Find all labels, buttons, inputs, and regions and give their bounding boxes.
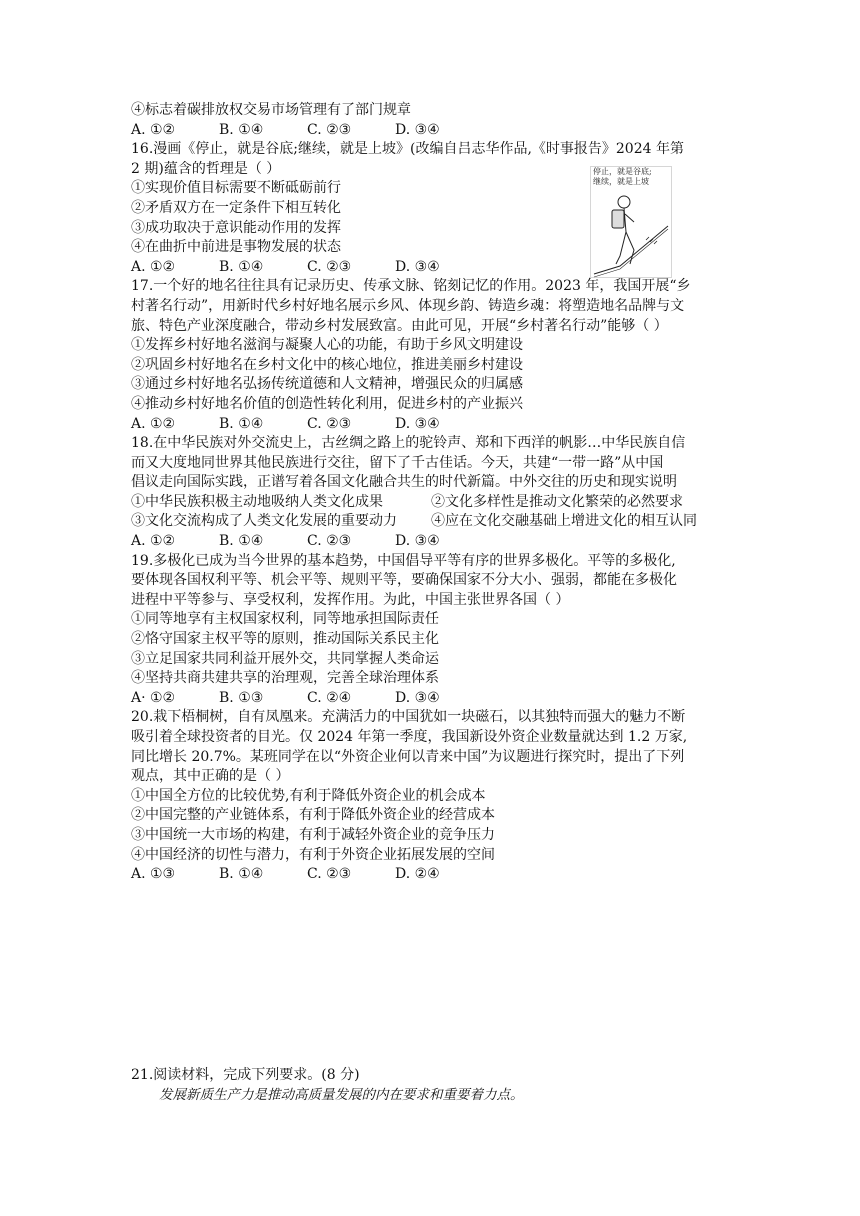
q20-item-2: ②中国完整的产业链体系，有利于降低外资企业的经营成本 bbox=[131, 807, 495, 824]
q18-option-c[interactable]: C. ②③ bbox=[307, 533, 352, 550]
q20-item-4: ④中国经济的切性与潜力，有利于外资企业拓展发展的空间 bbox=[131, 846, 495, 863]
q19-stem-line-2: 要体现各国权利平等、机会平等、规则平等，要确保国家不分大小、强弱，都能在多极化 bbox=[131, 572, 677, 589]
q20-stem-line-3: 同比增长 20.7%。某班同学在以“外资企业何以青来中国”为议题进行探究时，提出了下列 bbox=[131, 748, 685, 765]
q19-item-4: ④坚持共商共建共享的治理观，完善全球治理体系 bbox=[131, 670, 439, 687]
q20-option-c[interactable]: C. ②③ bbox=[307, 866, 352, 883]
q19-option-a[interactable]: A· ①② bbox=[131, 689, 176, 706]
q20-item-3: ③中国统一大市场的构建，有利于减轻外资企业的竞争压力 bbox=[131, 826, 495, 843]
comic-caption-line-1: 停止，就是谷底; bbox=[593, 167, 652, 176]
q15-item-4: ④标志着碳排放权交易市场管理有了部门规章 bbox=[131, 102, 411, 118]
q19-stem-line-3: 进程中平等参与、享受权利，发挥作用。为此，中国主张世界各国（ ） bbox=[131, 591, 570, 608]
q17-option-a[interactable]: A. ①② bbox=[131, 415, 176, 432]
q16-option-d[interactable]: D. ③④ bbox=[395, 258, 440, 275]
q17-item-3: ③通过乡村好地名弘扬传统道德和人文精神，增强民众的归属感 bbox=[131, 376, 523, 393]
q18-option-d[interactable]: D. ③④ bbox=[395, 533, 440, 550]
q17-item-4: ④推动乡村好地名价值的创造性转化利用，促进乡村的产业振兴 bbox=[131, 395, 523, 412]
q19-item-1: ①同等地享有主权国家权利，同等地承担国际责任 bbox=[131, 611, 439, 628]
q20-item-1: ①中国全方位的比较优势,有利于降低外资企业的机会成本 bbox=[131, 787, 486, 804]
q17-item-1: ①发挥乡村好地名滋润与凝聚人心的功能，有助于乡风文明建设 bbox=[131, 337, 523, 354]
q20-option-d[interactable]: D. ②④ bbox=[395, 866, 440, 883]
q19-item-3: ③立足国家共同利益开展外交，共同掌握人类命运 bbox=[131, 650, 439, 667]
q17-item-2: ②巩固乡村好地名在乡村文化中的核心地位，推进美丽乡村建设 bbox=[131, 356, 523, 373]
q21-material: 发展新质生产力是推动高质量发展的内在要求和重要着力点。 bbox=[159, 1086, 524, 1103]
q16-item-2: ②矛盾双方在一定条件下相互转化 bbox=[131, 199, 341, 216]
q15-option-a[interactable]: A. ①② bbox=[131, 121, 176, 138]
comic-caption bbox=[593, 167, 652, 187]
q17-option-c[interactable]: C. ②③ bbox=[307, 415, 352, 432]
q18-item-1: ①中华民族积极主动地吸纳人类文化成果 bbox=[131, 493, 383, 510]
q16-option-a[interactable]: A. ①② bbox=[131, 258, 176, 275]
q18-item-4: ④应在文化交融基础上增进文化的相互认同 bbox=[431, 513, 697, 530]
q15-option-b[interactable]: B. ①④ bbox=[219, 121, 264, 138]
q17-stem-line-3: 旅、特色产业深度融合，带动乡村发展致富。由此可见，开展“乡村著名行动”能够（ ） bbox=[131, 317, 668, 334]
q16-stem-line-2: 2 期)蕴含的哲理是（ ） bbox=[131, 160, 281, 177]
q18-stem-line-1: 18.在中华民族对外交流史上，古丝绸之路上的驼铃声、郑和下西洋的帆影…中华民族自信 bbox=[131, 435, 686, 452]
q16-stem-line-1: 16.漫画《停止，就是谷底;继续，就是上坡》(改编自吕志华作品,《时事报告》2024 年第 bbox=[131, 141, 684, 158]
comic-caption-line-2: 继续，就是上坡 bbox=[593, 177, 649, 186]
q17-option-b[interactable]: B. ①④ bbox=[219, 415, 264, 432]
q18-options bbox=[131, 532, 731, 552]
q15-option-c[interactable]: C. ②③ bbox=[307, 121, 352, 138]
q18-option-a[interactable]: A. ①② bbox=[131, 533, 176, 550]
q21-stem: 21.阅读材料，完成下列要求。(8 分) bbox=[131, 1067, 360, 1083]
q20-options bbox=[131, 865, 731, 885]
q17-options bbox=[131, 415, 731, 435]
q18-stem-line-2: 而又大度地同世界其他民族进行交往，留下了千古佳话。今天，共建“一带一路”从中国 bbox=[131, 454, 664, 471]
q20-stem-line-1: 20.栽下梧桐树，自有凤凰来。充满活力的中国犹如一块磁石，以其独特而强大的魅力不断 bbox=[131, 709, 686, 726]
q15-option-d[interactable]: D. ③④ bbox=[395, 121, 440, 138]
q17-option-d[interactable]: D. ③④ bbox=[395, 415, 440, 432]
q17-stem-line-2: 村著名行动”，用新时代乡村好地名展示乡风、体现乡韵、铸造乡魂：将塑造地名品牌与文 bbox=[131, 297, 685, 314]
q16-item-4: ④在曲折中前进是事物发展的状态 bbox=[131, 239, 341, 256]
q20-stem-line-4: 观点，其中正确的是（ ） bbox=[131, 768, 290, 785]
q18-item-3: ③文化交流构成了人类文化发展的重要动力 bbox=[131, 513, 397, 530]
q18-stem-line-3: 倡议走向国际实践，正谱写着各国文化融合共生的时代新篇。中外交往的历史和现实说明 bbox=[131, 474, 677, 491]
q19-option-c[interactable]: C. ②④ bbox=[307, 689, 352, 706]
q18-items-row-1 bbox=[131, 493, 731, 513]
q15-options bbox=[131, 121, 731, 141]
q16-item-1: ①实现价值目标需要不断砥砺前行 bbox=[131, 180, 341, 197]
q17-stem-line-1: 17.一个好的地名往往具有记录历史、传承文脉、铭刻记忆的作用。2023 年，我国开展“乡 bbox=[131, 278, 691, 295]
q18-option-b[interactable]: B. ①④ bbox=[219, 533, 264, 550]
q19-option-b[interactable]: B. ①③ bbox=[219, 689, 264, 706]
q19-option-d[interactable]: D. ③④ bbox=[395, 689, 440, 706]
q19-stem-line-1: 19.多极化已成为当今世界的基本趋势，中国倡导平等有序的世界多极化。平等的多极化, bbox=[131, 552, 676, 569]
q16-option-b[interactable]: B. ①④ bbox=[219, 258, 264, 275]
q16-option-c[interactable]: C. ②③ bbox=[307, 258, 352, 275]
q20-option-b[interactable]: B. ①④ bbox=[219, 866, 264, 883]
q18-item-2: ②文化多样性是推动文化繁荣的必然要求 bbox=[431, 493, 683, 510]
q18-items-row-2 bbox=[131, 512, 731, 532]
q19-options bbox=[131, 689, 731, 709]
q19-item-2: ②恪守国家主权平等的原则，推动国际关系民主化 bbox=[131, 631, 439, 648]
q20-stem-line-2: 吸引着全球投资者的目光。仅 2024 年第一季度，我国新设外资企业数量就达到 1.2 万家, bbox=[131, 729, 688, 745]
q21-section bbox=[131, 1066, 731, 1105]
q20-option-a[interactable]: A. ①③ bbox=[131, 866, 176, 883]
q16-item-3: ③成功取决于意识能动作用的发挥 bbox=[131, 219, 341, 236]
